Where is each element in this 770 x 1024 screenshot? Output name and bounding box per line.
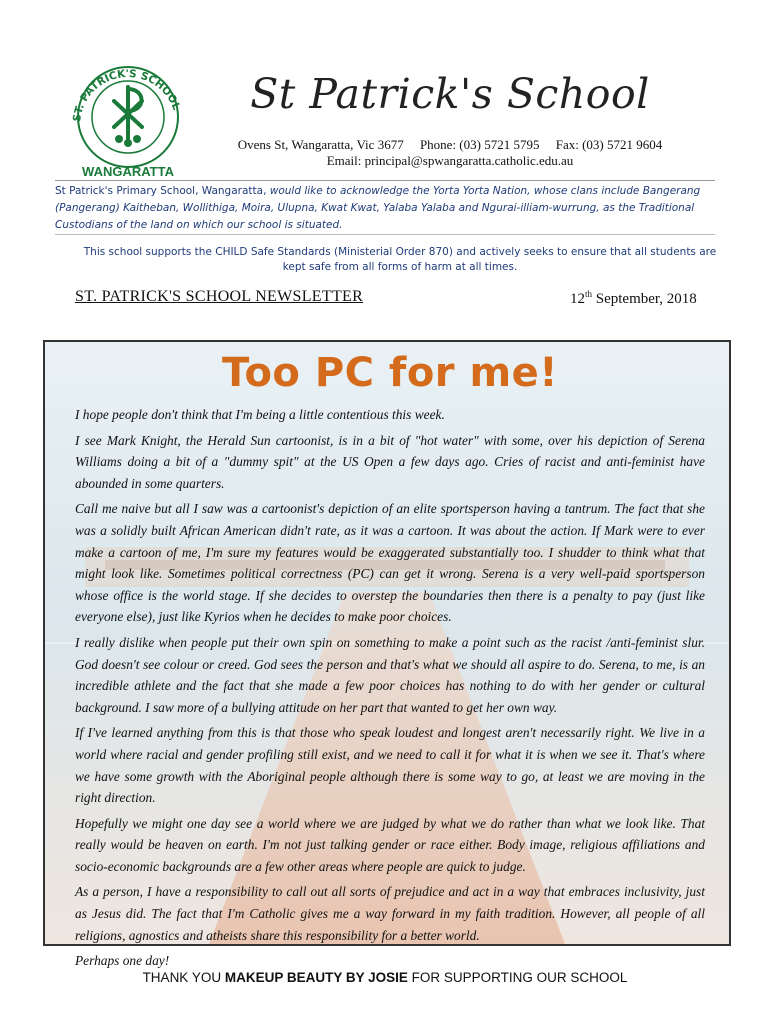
thanks-post: FOR SUPPORTING OUR SCHOOL [407, 970, 628, 985]
article-paragraph: Call me naive but all I saw was a cartoonist's depiction of an elite sportsperson having a tantrum. The fact that she was a solidly built African American didn't rate, as it was a cartoon. It was about the action. If Mark were to ever make a cartoon of me, I'm sure my features would be exaggerated substantially too. I shudder to think what that might look like. Sometimes political correctness (PC) can get it wrong. Serena is a very well-paid sportsperson whose office is the world stage. If she decides to overstep the boundaries then there is a penalty to pay (just like everyone else), just like Kyrios when he decides to make poor choices. [75, 501, 705, 625]
article-headline: Too PC for me! [221, 350, 559, 396]
divider [55, 180, 715, 181]
article-paragraph: I see Mark Knight, the Herald Sun cartoonist, is in a bit of "hot water" with some, over his depiction of Serena Williams doing a bit of a "dummy spit" at the US Open a few days ago. Cries of racist and anti-feminist have abounded in some quarters. [75, 432, 705, 491]
contact-block [200, 137, 700, 169]
article-paragraph: As a person, I have a responsibility to call out all sorts of prejudice and act in a way that embraces inclusivity, just as Jesus did. The fact that I'm Catholic gives me a way forward in my faith tradition. However, all people of all religions, agnostics and atheists share this responsibility for a better world. [75, 884, 705, 943]
principal-article [43, 340, 731, 969]
address-line: Ovens St, Wangaratta, Vic 3677 Phone: (03) 5721 5795 Fax: (03) 5721 9604 [237, 137, 663, 152]
logo-ring-text: ST. PATRICK'S SCHOOL [71, 67, 183, 123]
article-paragraph: I hope people don't think that I'm being a little contentious this week. [75, 407, 445, 422]
date-rest: September, 2018 [592, 291, 697, 307]
article-paragraph: I really dislike when people put their own spin on something to make a point such as the racist /anti-feminist slur. God doesn't see colour or creed. God sees the person and that's what we should all aspire to do. Serena, to me, is an incredible athlete and the fact that she made a few poor choices has nothing to do with her gender or cultural background. I saw more of a bullying attitude on her part that wanted to get her own way. [75, 634, 705, 715]
child-safe-statement: This school supports the CHILD Safe Standards (Ministerial Order 870) and actively seeks to ensure that all students are kept safe from all forms of harm at all times. [83, 246, 717, 273]
school-name: St Patrick's School [250, 70, 650, 118]
sponsor-name: MAKEUP BEAUTY BY JOSIE [224, 970, 408, 985]
school-logo [62, 55, 194, 180]
ack-lead: St Patrick's Primary School, Wangaratta, [55, 185, 270, 197]
thanks-pre: THANK YOU [142, 970, 225, 985]
newsletter-date [570, 289, 697, 308]
newsletter-title: ST. PATRICK'S SCHOOL NEWSLETTER [75, 288, 364, 305]
article-paragraph: If I've learned anything from this is that those who speak loudest and longest aren't necessarily right. We live in a world where racial and gender profiling still exist, and we need to call it for what it is when we see it. That's where we have some growth with the Aboriginal people although there is some way to go, at least we are moving in the right direction. [75, 725, 705, 806]
article-body [75, 350, 705, 976]
date-suffix: th [585, 289, 593, 299]
email-line: Email: principal@spwangaratta.catholic.edu.au [326, 153, 574, 168]
divider [55, 234, 715, 235]
acknowledgement-of-country [55, 183, 715, 234]
sponsor-thanks [0, 970, 770, 985]
date-day: 12 [570, 291, 585, 307]
logo-town: WANGARATTA [82, 164, 174, 179]
article-paragraph: Perhaps one day! [75, 953, 170, 969]
article-paragraph: Hopefully we might one day see a world where we are judged by what we do rather than what we look like. That really would be heaven on earth. I'm not just talking gender or race either. Body image, religious affiliations and socio-economic backgrounds are a few other areas where people are quick to judge. [75, 815, 705, 874]
ack-text: would like to acknowledge the Yorta Yorta Nation, whose clans include Bangerang (Pangerang) Kaitheban, Wollithiga, Moira, Ulupna, Kwat Kwat, Yalaba Yalaba and Ngurai-illiam-wurrung, as the Traditional Custodians of the land on which our school is situated. [55, 185, 701, 231]
